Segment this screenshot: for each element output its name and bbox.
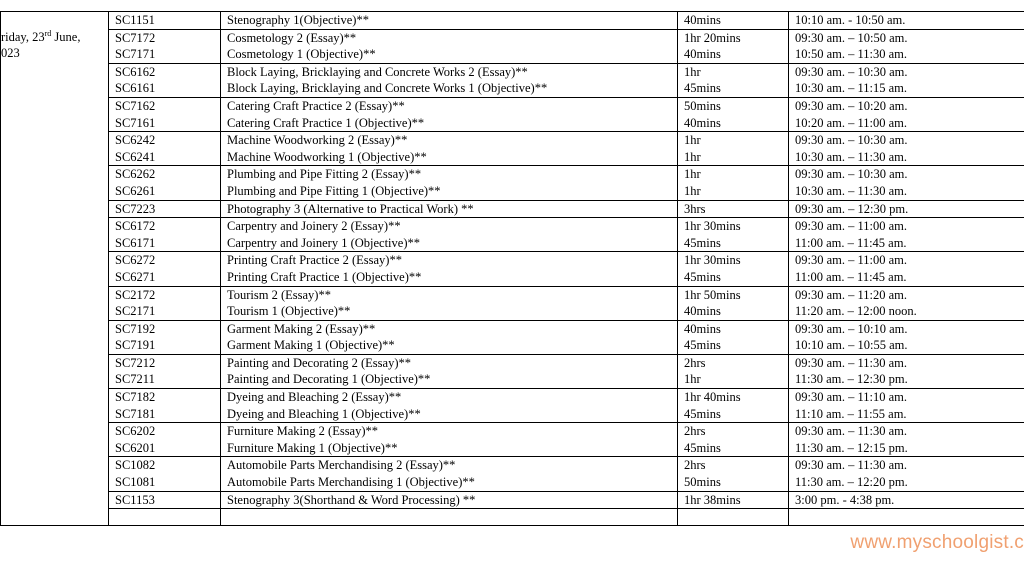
time-cell — [789, 97, 1024, 131]
time-cell — [789, 63, 1024, 97]
paper-cell — [221, 97, 678, 131]
time-cell — [789, 166, 1024, 200]
duration-text: 1hr 30mins — [684, 253, 741, 268]
code-text: SC6241 — [115, 149, 156, 164]
table-row — [1, 63, 1024, 97]
code-cell — [109, 132, 221, 166]
timetable-body — [1, 12, 1024, 526]
code-cell — [109, 389, 221, 423]
table-row — [1, 12, 1024, 30]
time-cell — [789, 200, 1024, 218]
paper-text: Printing Craft Practice 1 (Objective)** — [227, 269, 422, 284]
paper-text: Painting and Decorating 1 (Objective)** — [227, 372, 431, 387]
time-text: 09:30 am. – 10:20 am. — [795, 98, 908, 113]
code-cell — [109, 457, 221, 491]
duration-text: 1hr — [684, 183, 701, 198]
time-text: 09:30 am. – 12:30 pm. — [795, 201, 909, 216]
time-text: 10:30 am. – 11:30 am. — [795, 183, 908, 198]
paper-text: Furniture Making 2 (Essay)** — [227, 424, 379, 439]
duration-cell — [678, 218, 789, 252]
table-row — [1, 354, 1024, 388]
paper-text: Automobile Parts Merchandising 1 (Objective)** — [227, 475, 475, 490]
time-text: 09:30 am. – 11:30 am. — [795, 424, 908, 439]
code-text: SC6171 — [115, 235, 156, 250]
code-text: SC6271 — [115, 269, 156, 284]
paper-text: Painting and Decorating 2 (Essay)** — [227, 355, 411, 370]
paper-text: Stenography 1(Objective)** — [227, 13, 369, 27]
time-text: 10:20 am. – 11:00 am. — [795, 115, 908, 130]
duration-cell — [678, 97, 789, 131]
duration-cell — [678, 200, 789, 218]
time-text: 09:30 am. – 11:00 am. — [795, 253, 908, 268]
paper-cell — [221, 63, 678, 97]
empty-cell — [221, 509, 678, 526]
duration-cell — [678, 29, 789, 63]
paper-cell — [221, 252, 678, 286]
code-text: SC6272 — [115, 253, 156, 268]
code-cell — [109, 252, 221, 286]
time-text: 11:30 am. – 12:15 pm. — [795, 440, 908, 455]
code-text: SC6262 — [115, 167, 156, 182]
time-text: 09:30 am. – 10:30 am. — [795, 133, 908, 148]
duration-text: 2hrs — [684, 355, 706, 370]
duration-text: 40mins — [684, 304, 721, 319]
duration-text: 1hr — [684, 167, 701, 182]
empty-cell — [678, 509, 789, 526]
time-text: 10:30 am. – 11:15 am. — [795, 81, 908, 96]
code-cell — [109, 12, 221, 30]
code-text: SC6242 — [115, 133, 156, 148]
paper-cell — [221, 12, 678, 30]
paper-text: Tourism 2 (Essay)** — [227, 287, 331, 302]
table-row — [1, 29, 1024, 63]
date-cell — [1, 12, 109, 526]
paper-text: Cosmetology 1 (Objective)** — [227, 47, 376, 62]
empty-row — [1, 509, 1024, 526]
time-cell — [789, 354, 1024, 388]
code-text: SC6161 — [115, 81, 156, 96]
paper-text: Block Laying, Bricklaying and Concrete Works 1 (Objective)** — [227, 81, 548, 96]
exam-timetable — [0, 11, 1024, 526]
table-row — [1, 218, 1024, 252]
code-text: SC6202 — [115, 424, 156, 439]
table-row — [1, 320, 1024, 354]
duration-text: 50mins — [684, 475, 721, 490]
table-row — [1, 423, 1024, 457]
duration-text: 1hr — [684, 133, 701, 148]
code-text: SC6162 — [115, 64, 156, 79]
time-text: 10:10 am. - 10:50 am. — [795, 13, 906, 27]
paper-cell — [221, 132, 678, 166]
watermark: www.myschoolgist.c — [850, 532, 1024, 553]
code-text: SC7212 — [115, 355, 156, 370]
time-text: 09:30 am. – 10:50 am. — [795, 30, 908, 45]
code-text: SC7223 — [115, 201, 156, 216]
time-text: 09:30 am. – 10:30 am. — [795, 64, 908, 79]
paper-text: Garment Making 1 (Objective)** — [227, 338, 395, 353]
duration-text: 40mins — [684, 13, 721, 27]
time-text: 09:30 am. – 10:30 am. — [795, 167, 908, 182]
duration-text: 2hrs — [684, 458, 706, 473]
duration-text: 45mins — [684, 269, 721, 284]
duration-cell — [678, 166, 789, 200]
time-text: 10:30 am. – 11:30 am. — [795, 149, 908, 164]
code-cell — [109, 423, 221, 457]
empty-cell — [789, 509, 1024, 526]
time-text: 09:30 am. – 11:30 am. — [795, 458, 908, 473]
duration-text: 1hr 20mins — [684, 30, 741, 45]
code-text: SC7181 — [115, 406, 156, 421]
duration-text: 1hr — [684, 64, 701, 79]
paper-text: Plumbing and Pipe Fitting 1 (Objective)** — [227, 183, 441, 198]
table-row — [1, 286, 1024, 320]
code-text: SC7211 — [115, 372, 155, 387]
code-text: SC1153 — [115, 492, 155, 507]
code-text: SC7182 — [115, 390, 156, 405]
paper-text: Catering Craft Practice 2 (Essay)** — [227, 98, 405, 113]
empty-cell — [109, 509, 221, 526]
time-cell — [789, 29, 1024, 63]
paper-cell — [221, 200, 678, 218]
time-text: 11:30 am. – 12:30 pm. — [795, 372, 908, 387]
time-cell — [789, 389, 1024, 423]
paper-cell — [221, 423, 678, 457]
code-text: SC1151 — [115, 13, 155, 27]
paper-cell — [221, 286, 678, 320]
code-text: SC6172 — [115, 219, 156, 234]
time-text: 10:10 am. – 10:55 am. — [795, 338, 908, 353]
duration-text: 45mins — [684, 440, 721, 455]
code-cell — [109, 320, 221, 354]
time-cell — [789, 132, 1024, 166]
paper-cell — [221, 166, 678, 200]
time-cell — [789, 12, 1024, 30]
paper-cell — [221, 29, 678, 63]
time-text: 10:50 am. – 11:30 am. — [795, 47, 908, 62]
duration-cell — [678, 252, 789, 286]
date-suffix: rd — [44, 28, 52, 38]
code-cell — [109, 200, 221, 218]
time-cell — [789, 252, 1024, 286]
duration-text: 3hrs — [684, 201, 706, 216]
time-text: 11:00 am. – 11:45 am. — [795, 235, 907, 250]
time-text: 09:30 am. – 11:00 am. — [795, 219, 908, 234]
time-cell — [789, 457, 1024, 491]
paper-text: Furniture Making 1 (Objective)** — [227, 440, 398, 455]
paper-text: Cosmetology 2 (Essay)** — [227, 30, 357, 45]
code-text: SC7172 — [115, 30, 156, 45]
paper-cell — [221, 320, 678, 354]
table-row — [1, 389, 1024, 423]
table-row — [1, 252, 1024, 286]
date-line-1: riday, 23rd June, — [1, 28, 81, 44]
duration-text: 45mins — [684, 406, 721, 421]
code-cell — [109, 29, 221, 63]
code-text: SC7192 — [115, 321, 156, 336]
code-text: SC1082 — [115, 458, 156, 473]
duration-text: 40mins — [684, 321, 721, 336]
code-cell — [109, 354, 221, 388]
duration-cell — [678, 457, 789, 491]
paper-text: Catering Craft Practice 1 (Objective)** — [227, 115, 425, 130]
time-cell — [789, 218, 1024, 252]
time-text: 11:00 am. – 11:45 am. — [795, 269, 907, 284]
paper-text: Printing Craft Practice 2 (Essay)** — [227, 253, 402, 268]
code-text: SC7161 — [115, 115, 156, 130]
code-text: SC7171 — [115, 47, 156, 62]
duration-text: 1hr — [684, 372, 701, 387]
time-text: 09:30 am. – 11:10 am. — [795, 390, 908, 405]
duration-cell — [678, 286, 789, 320]
code-cell — [109, 286, 221, 320]
duration-text: 1hr 30mins — [684, 219, 741, 234]
code-text: SC7162 — [115, 98, 156, 113]
code-text: SC1081 — [115, 475, 156, 490]
time-text: 09:30 am. – 11:20 am. — [795, 287, 908, 302]
duration-cell — [678, 320, 789, 354]
duration-text: 1hr 50mins — [684, 287, 741, 302]
table-row — [1, 200, 1024, 218]
paper-cell — [221, 218, 678, 252]
duration-text: 1hr 38mins — [684, 492, 741, 507]
code-text: SC6201 — [115, 440, 156, 455]
time-text: 11:30 am. – 12:20 pm. — [795, 475, 908, 490]
time-cell — [789, 423, 1024, 457]
paper-text: Dyeing and Bleaching 1 (Objective)** — [227, 406, 421, 421]
duration-text: 40mins — [684, 47, 721, 62]
code-text: SC6261 — [115, 183, 156, 198]
paper-text: Stenography 3(Shorthand & Word Processing) ** — [227, 492, 476, 507]
time-text: 09:30 am. – 11:30 am. — [795, 355, 908, 370]
code-text: SC2172 — [115, 287, 156, 302]
time-text: 09:30 am. – 10:10 am. — [795, 321, 908, 336]
duration-text: 40mins — [684, 115, 721, 130]
time-cell — [789, 491, 1024, 509]
duration-text: 2hrs — [684, 424, 706, 439]
time-text: 11:10 am. – 11:55 am. — [795, 406, 907, 421]
table-row — [1, 166, 1024, 200]
table-row — [1, 132, 1024, 166]
duration-text: 45mins — [684, 338, 721, 353]
paper-text: Carpentry and Joinery 1 (Objective)** — [227, 235, 420, 250]
paper-text: Photography 3 (Alternative to Practical Work) ** — [227, 201, 474, 216]
code-cell — [109, 63, 221, 97]
duration-text: 1hr — [684, 149, 701, 164]
paper-cell — [221, 491, 678, 509]
paper-text: Dyeing and Bleaching 2 (Essay)** — [227, 390, 402, 405]
duration-cell — [678, 132, 789, 166]
paper-cell — [221, 354, 678, 388]
duration-text: 50mins — [684, 98, 721, 113]
paper-text: Carpentry and Joinery 2 (Essay)** — [227, 219, 401, 234]
timetable-page — [0, 11, 1024, 526]
paper-cell — [221, 389, 678, 423]
duration-cell — [678, 423, 789, 457]
paper-text: Machine Woodworking 1 (Objective)** — [227, 149, 427, 164]
code-text: SC7191 — [115, 338, 156, 353]
table-row — [1, 491, 1024, 509]
code-text: SC2171 — [115, 304, 156, 319]
duration-cell — [678, 354, 789, 388]
time-text: 11:20 am. – 12:00 noon. — [795, 304, 917, 319]
time-text: 3:00 pm. - 4:38 pm. — [795, 492, 895, 507]
paper-cell — [221, 457, 678, 491]
paper-text: Block Laying, Bricklaying and Concrete Works 2 (Essay)** — [227, 64, 528, 79]
duration-cell — [678, 491, 789, 509]
duration-cell — [678, 12, 789, 30]
paper-text: Plumbing and Pipe Fitting 2 (Essay)** — [227, 167, 422, 182]
duration-cell — [678, 63, 789, 97]
duration-text: 1hr 40mins — [684, 390, 741, 405]
duration-text: 45mins — [684, 81, 721, 96]
paper-text: Machine Woodworking 2 (Essay)** — [227, 133, 408, 148]
table-row — [1, 457, 1024, 491]
code-cell — [109, 491, 221, 509]
date-line-2: 023 — [1, 45, 20, 60]
paper-text: Garment Making 2 (Essay)** — [227, 321, 376, 336]
paper-text: Automobile Parts Merchandising 2 (Essay)** — [227, 458, 456, 473]
time-cell — [789, 320, 1024, 354]
paper-text: Tourism 1 (Objective)** — [227, 304, 351, 319]
table-row — [1, 97, 1024, 131]
code-cell — [109, 166, 221, 200]
time-cell — [789, 286, 1024, 320]
code-cell — [109, 97, 221, 131]
code-cell — [109, 218, 221, 252]
duration-cell — [678, 389, 789, 423]
duration-text: 45mins — [684, 235, 721, 250]
